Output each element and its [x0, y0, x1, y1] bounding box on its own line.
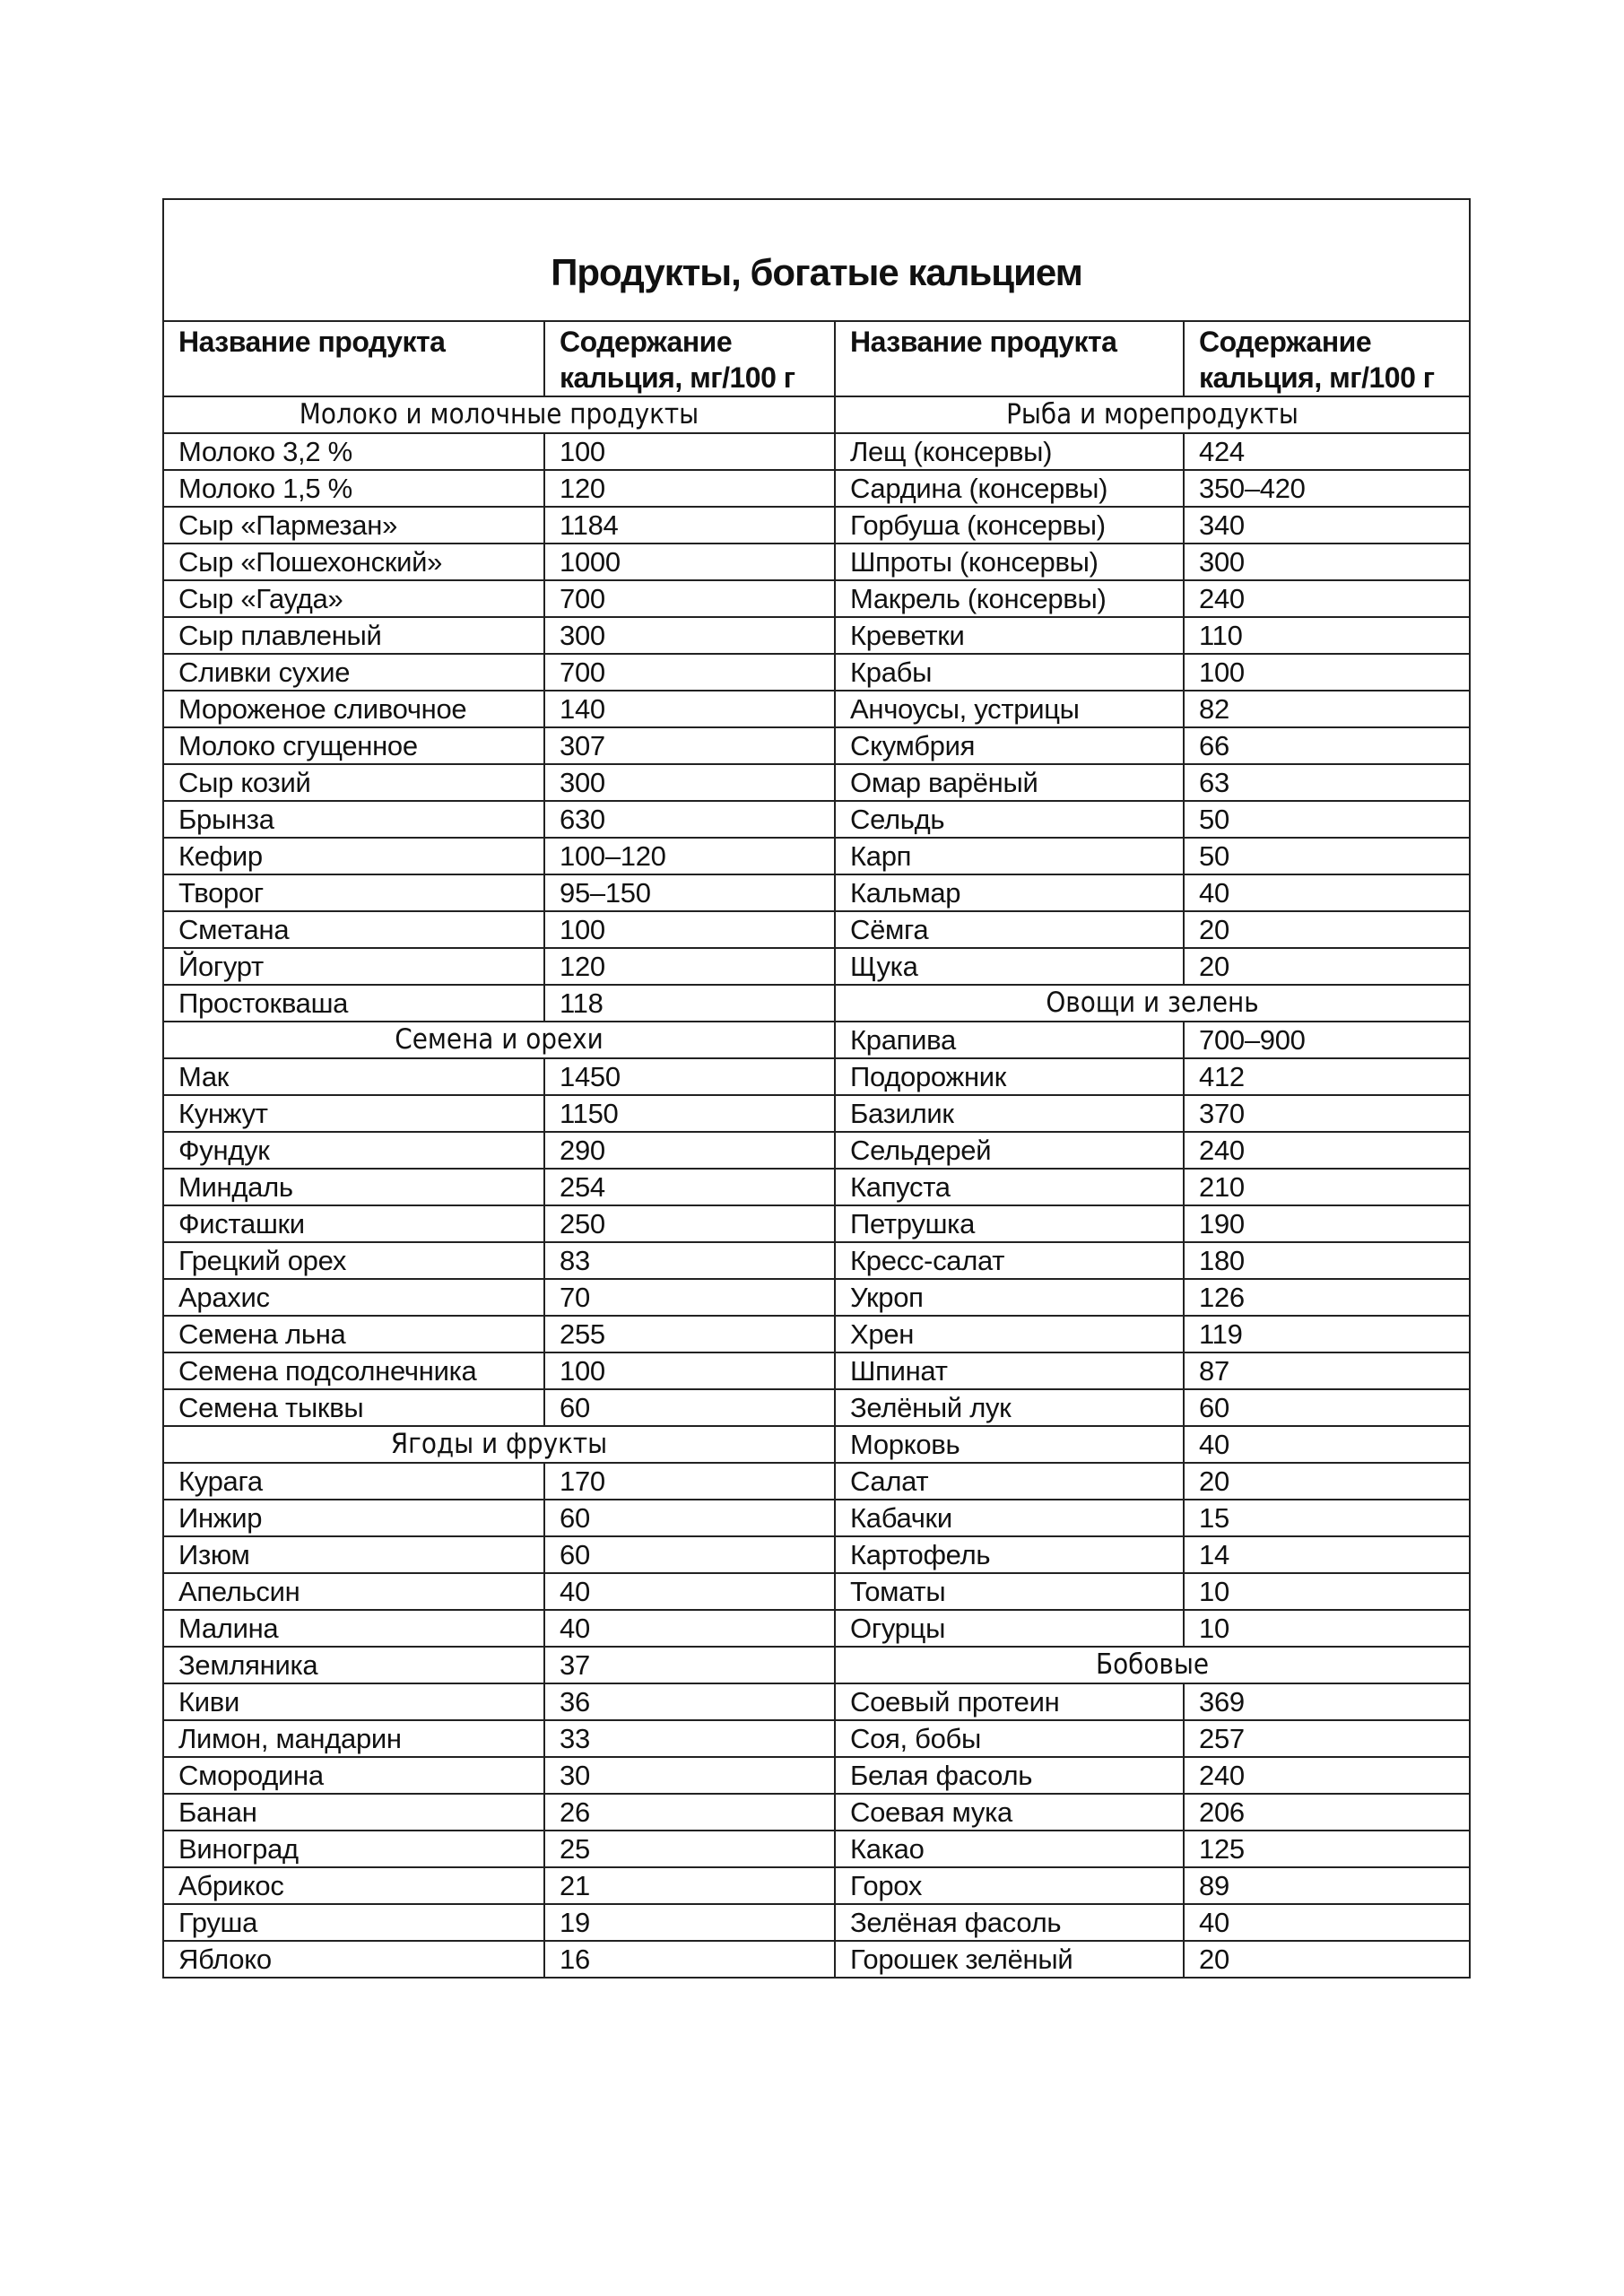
- table-row: [163, 1500, 1470, 1536]
- table-row: [163, 911, 1470, 948]
- product-name: Груша: [163, 1904, 544, 1941]
- product-name: Миндаль: [163, 1169, 544, 1205]
- product-name: Кабачки: [835, 1500, 1184, 1536]
- calcium-value: 60: [544, 1536, 835, 1573]
- product-name: Кефир: [163, 838, 544, 874]
- product-name: Белая фасоль: [835, 1757, 1184, 1794]
- product-name: Молоко 1,5 %: [163, 470, 544, 507]
- product-name: Соевый протеин: [835, 1683, 1184, 1720]
- product-name: Йогурт: [163, 948, 544, 985]
- table-row: [163, 1352, 1470, 1389]
- product-name: Горох: [835, 1867, 1184, 1904]
- calcium-value: 369: [1184, 1683, 1470, 1720]
- calcium-value: 87: [1184, 1352, 1470, 1389]
- header-right-name: Название продукта: [835, 321, 1184, 396]
- calcium-value: 240: [1184, 580, 1470, 617]
- table-row: [163, 801, 1470, 838]
- table-row: [163, 654, 1470, 691]
- category-heading: Ягоды и фрукты: [163, 1426, 835, 1463]
- table-body: [163, 396, 1470, 1978]
- product-name: Анчоусы, устрицы: [835, 691, 1184, 727]
- table-row: [163, 1169, 1470, 1205]
- product-name: Абрикос: [163, 1867, 544, 1904]
- product-name: Фисташки: [163, 1205, 544, 1242]
- calcium-value: 40: [1184, 1426, 1470, 1463]
- header-left-value: Содержание кальция, мг/100 г: [544, 321, 835, 396]
- table-row: [163, 874, 1470, 911]
- calcium-value: 300: [544, 617, 835, 654]
- calcium-value: 700: [544, 654, 835, 691]
- product-name: Картофель: [835, 1536, 1184, 1573]
- calcium-value: 350–420: [1184, 470, 1470, 507]
- table-row: [163, 1095, 1470, 1132]
- calcium-value: 700: [544, 580, 835, 617]
- calcium-value: 126: [1184, 1279, 1470, 1316]
- calcium-value: 118: [544, 985, 835, 1022]
- table-row: [163, 1389, 1470, 1426]
- calcium-value: 100: [544, 911, 835, 948]
- product-name: Сыр плавленый: [163, 617, 544, 654]
- product-name: Крабы: [835, 654, 1184, 691]
- calcium-value: 82: [1184, 691, 1470, 727]
- calcium-value: 20: [1184, 1463, 1470, 1500]
- product-name: Укроп: [835, 1279, 1184, 1316]
- table-row: [163, 1242, 1470, 1279]
- product-name: Подорожник: [835, 1058, 1184, 1095]
- product-name: Молоко сгущенное: [163, 727, 544, 764]
- product-name: Творог: [163, 874, 544, 911]
- calcium-value: 206: [1184, 1794, 1470, 1831]
- header-left-name: Название продукта: [163, 321, 544, 396]
- product-name: Курага: [163, 1463, 544, 1500]
- product-name: Апельсин: [163, 1573, 544, 1610]
- product-name: Фундук: [163, 1132, 544, 1169]
- calcium-value: 21: [544, 1867, 835, 1904]
- table-row: [163, 1316, 1470, 1352]
- table-row: [163, 1794, 1470, 1831]
- table-row: [163, 1941, 1470, 1978]
- category-heading: Рыба и морепродукты: [835, 396, 1470, 433]
- table-row: [163, 507, 1470, 544]
- calcium-value: 36: [544, 1683, 835, 1720]
- calcium-value: 19: [544, 1904, 835, 1941]
- product-name: Кальмар: [835, 874, 1184, 911]
- calcium-value: 20: [1184, 1941, 1470, 1978]
- calcium-value: 70: [544, 1279, 835, 1316]
- product-name: Капуста: [835, 1169, 1184, 1205]
- category-heading: Семена и орехи: [163, 1022, 835, 1058]
- product-name: Скумбрия: [835, 727, 1184, 764]
- table-row: [163, 396, 1470, 433]
- calcium-value: 30: [544, 1757, 835, 1794]
- calcium-value: 125: [1184, 1831, 1470, 1867]
- product-name: Петрушка: [835, 1205, 1184, 1242]
- table-row: [163, 1831, 1470, 1867]
- product-name: Инжир: [163, 1500, 544, 1536]
- table-row: [163, 1683, 1470, 1720]
- calcium-value: 83: [544, 1242, 835, 1279]
- calcium-value: 340: [1184, 507, 1470, 544]
- product-name: Мороженое сливочное: [163, 691, 544, 727]
- table-row: [163, 764, 1470, 801]
- calcium-value: 40: [544, 1610, 835, 1647]
- calcium-value: 20: [1184, 911, 1470, 948]
- product-name: Шпинат: [835, 1352, 1184, 1389]
- calcium-value: 170: [544, 1463, 835, 1500]
- product-name: Горошек зелёный: [835, 1941, 1184, 1978]
- product-name: Карп: [835, 838, 1184, 874]
- product-name: Сардина (консервы): [835, 470, 1184, 507]
- table-row: [163, 1610, 1470, 1647]
- table-row: [163, 948, 1470, 985]
- product-name: Семена тыквы: [163, 1389, 544, 1426]
- product-name: Крапива: [835, 1022, 1184, 1058]
- table-row: [163, 1720, 1470, 1757]
- calcium-value: 1450: [544, 1058, 835, 1095]
- product-name: Сливки сухие: [163, 654, 544, 691]
- calcium-value: 89: [1184, 1867, 1470, 1904]
- table-row: [163, 1058, 1470, 1095]
- table-row: [163, 1132, 1470, 1169]
- product-name: Арахис: [163, 1279, 544, 1316]
- calcium-value: 20: [1184, 948, 1470, 985]
- calcium-value: 1184: [544, 507, 835, 544]
- table-row: [163, 1757, 1470, 1794]
- product-name: Огурцы: [835, 1610, 1184, 1647]
- product-name: Яблоко: [163, 1941, 544, 1978]
- calcium-value: 290: [544, 1132, 835, 1169]
- table-row: [163, 727, 1470, 764]
- product-name: Щука: [835, 948, 1184, 985]
- product-name: Какао: [835, 1831, 1184, 1867]
- calcium-value: 26: [544, 1794, 835, 1831]
- calcium-value: 119: [1184, 1316, 1470, 1352]
- calcium-value: 250: [544, 1205, 835, 1242]
- calcium-value: 63: [1184, 764, 1470, 801]
- product-name: Макрель (консервы): [835, 580, 1184, 617]
- product-name: Банан: [163, 1794, 544, 1831]
- product-name: Киви: [163, 1683, 544, 1720]
- product-name: Креветки: [835, 617, 1184, 654]
- calcium-value: 40: [1184, 1904, 1470, 1941]
- table-row: [163, 544, 1470, 580]
- calcium-value: 190: [1184, 1205, 1470, 1242]
- table-row: [163, 1536, 1470, 1573]
- calcium-value: 10: [1184, 1573, 1470, 1610]
- product-name: Морковь: [835, 1426, 1184, 1463]
- product-name: Земляника: [163, 1647, 544, 1683]
- product-name: Шпроты (консервы): [835, 544, 1184, 580]
- table-row: [163, 838, 1470, 874]
- product-name: Брынза: [163, 801, 544, 838]
- product-name: Простокваша: [163, 985, 544, 1022]
- table-row: [163, 1463, 1470, 1500]
- table-row: [163, 1205, 1470, 1242]
- product-name: Изюм: [163, 1536, 544, 1573]
- table-row: [163, 1647, 1470, 1683]
- calcium-value: 120: [544, 470, 835, 507]
- product-name: Соевая мука: [835, 1794, 1184, 1831]
- product-name: Сметана: [163, 911, 544, 948]
- product-name: Сёмга: [835, 911, 1184, 948]
- calcium-value: 120: [544, 948, 835, 985]
- table-row: [163, 580, 1470, 617]
- category-heading: Овощи и зелень: [835, 985, 1470, 1022]
- calcium-value: 1000: [544, 544, 835, 580]
- calcium-value: 300: [544, 764, 835, 801]
- calcium-value: 257: [1184, 1720, 1470, 1757]
- calcium-value: 100: [544, 1352, 835, 1389]
- product-name: Семена подсолнечника: [163, 1352, 544, 1389]
- calcium-value: 370: [1184, 1095, 1470, 1132]
- table-row: [163, 433, 1470, 470]
- calcium-value: 37: [544, 1647, 835, 1683]
- calcium-value: 100–120: [544, 838, 835, 874]
- calcium-value: 1150: [544, 1095, 835, 1132]
- calcium-value: 15: [1184, 1500, 1470, 1536]
- category-heading: Молоко и молочные продукты: [163, 396, 835, 433]
- product-name: Хрен: [835, 1316, 1184, 1352]
- product-name: Зелёная фасоль: [835, 1904, 1184, 1941]
- calcium-value: 66: [1184, 727, 1470, 764]
- calcium-table: [162, 198, 1471, 1979]
- header-right-value: Содержание кальция, мг/100 г: [1184, 321, 1470, 396]
- product-name: Мак: [163, 1058, 544, 1095]
- product-name: Молоко 3,2 %: [163, 433, 544, 470]
- product-name: Грецкий орех: [163, 1242, 544, 1279]
- product-name: Семена льна: [163, 1316, 544, 1352]
- product-name: Горбуша (консервы): [835, 507, 1184, 544]
- calcium-value: 700–900: [1184, 1022, 1470, 1058]
- calcium-value: 16: [544, 1941, 835, 1978]
- table-row: [163, 1904, 1470, 1941]
- product-name: Кресс-салат: [835, 1242, 1184, 1279]
- product-name: Сыр «Пармезан»: [163, 507, 544, 544]
- calcium-value: 300: [1184, 544, 1470, 580]
- product-name: Сыр козий: [163, 764, 544, 801]
- table-row: [163, 1573, 1470, 1610]
- table-row: [163, 470, 1470, 507]
- category-heading: Бобовые: [835, 1647, 1470, 1683]
- calcium-value: 100: [1184, 654, 1470, 691]
- calcium-value: 424: [1184, 433, 1470, 470]
- calcium-value: 100: [544, 433, 835, 470]
- calcium-value: 40: [1184, 874, 1470, 911]
- table-row: [163, 1279, 1470, 1316]
- calcium-value: 240: [1184, 1757, 1470, 1794]
- document-page: [162, 198, 1469, 1979]
- product-name: Лимон, мандарин: [163, 1720, 544, 1757]
- calcium-value: 40: [544, 1573, 835, 1610]
- calcium-value: 50: [1184, 801, 1470, 838]
- calcium-value: 412: [1184, 1058, 1470, 1095]
- calcium-value: 14: [1184, 1536, 1470, 1573]
- table-row: [163, 1022, 1470, 1058]
- calcium-value: 60: [544, 1389, 835, 1426]
- product-name: Омар варёный: [835, 764, 1184, 801]
- calcium-value: 240: [1184, 1132, 1470, 1169]
- calcium-value: 180: [1184, 1242, 1470, 1279]
- calcium-value: 307: [544, 727, 835, 764]
- calcium-value: 33: [544, 1720, 835, 1757]
- table-row: [163, 617, 1470, 654]
- calcium-value: 630: [544, 801, 835, 838]
- calcium-value: 95–150: [544, 874, 835, 911]
- table-row: [163, 985, 1470, 1022]
- calcium-value: 140: [544, 691, 835, 727]
- product-name: Сельдь: [835, 801, 1184, 838]
- product-name: Лещ (консервы): [835, 433, 1184, 470]
- calcium-value: 255: [544, 1316, 835, 1352]
- product-name: Сыр «Гауда»: [163, 580, 544, 617]
- product-name: Виноград: [163, 1831, 544, 1867]
- product-name: Сыр «Пошехонский»: [163, 544, 544, 580]
- table-row: [163, 1426, 1470, 1463]
- table-row: [163, 1867, 1470, 1904]
- calcium-value: 110: [1184, 617, 1470, 654]
- calcium-value: 210: [1184, 1169, 1470, 1205]
- product-name: Салат: [835, 1463, 1184, 1500]
- calcium-value: 60: [544, 1500, 835, 1536]
- product-name: Томаты: [835, 1573, 1184, 1610]
- product-name: Кунжут: [163, 1095, 544, 1132]
- product-name: Зелёный лук: [835, 1389, 1184, 1426]
- product-name: Соя, бобы: [835, 1720, 1184, 1757]
- product-name: Малина: [163, 1610, 544, 1647]
- calcium-value: 50: [1184, 838, 1470, 874]
- table-title: Продукты, богатые кальцием: [163, 199, 1470, 321]
- table-row: [163, 691, 1470, 727]
- calcium-value: 60: [1184, 1389, 1470, 1426]
- product-name: Сельдерей: [835, 1132, 1184, 1169]
- calcium-value: 10: [1184, 1610, 1470, 1647]
- product-name: Базилик: [835, 1095, 1184, 1132]
- calcium-value: 25: [544, 1831, 835, 1867]
- calcium-value: 254: [544, 1169, 835, 1205]
- product-name: Смородина: [163, 1757, 544, 1794]
